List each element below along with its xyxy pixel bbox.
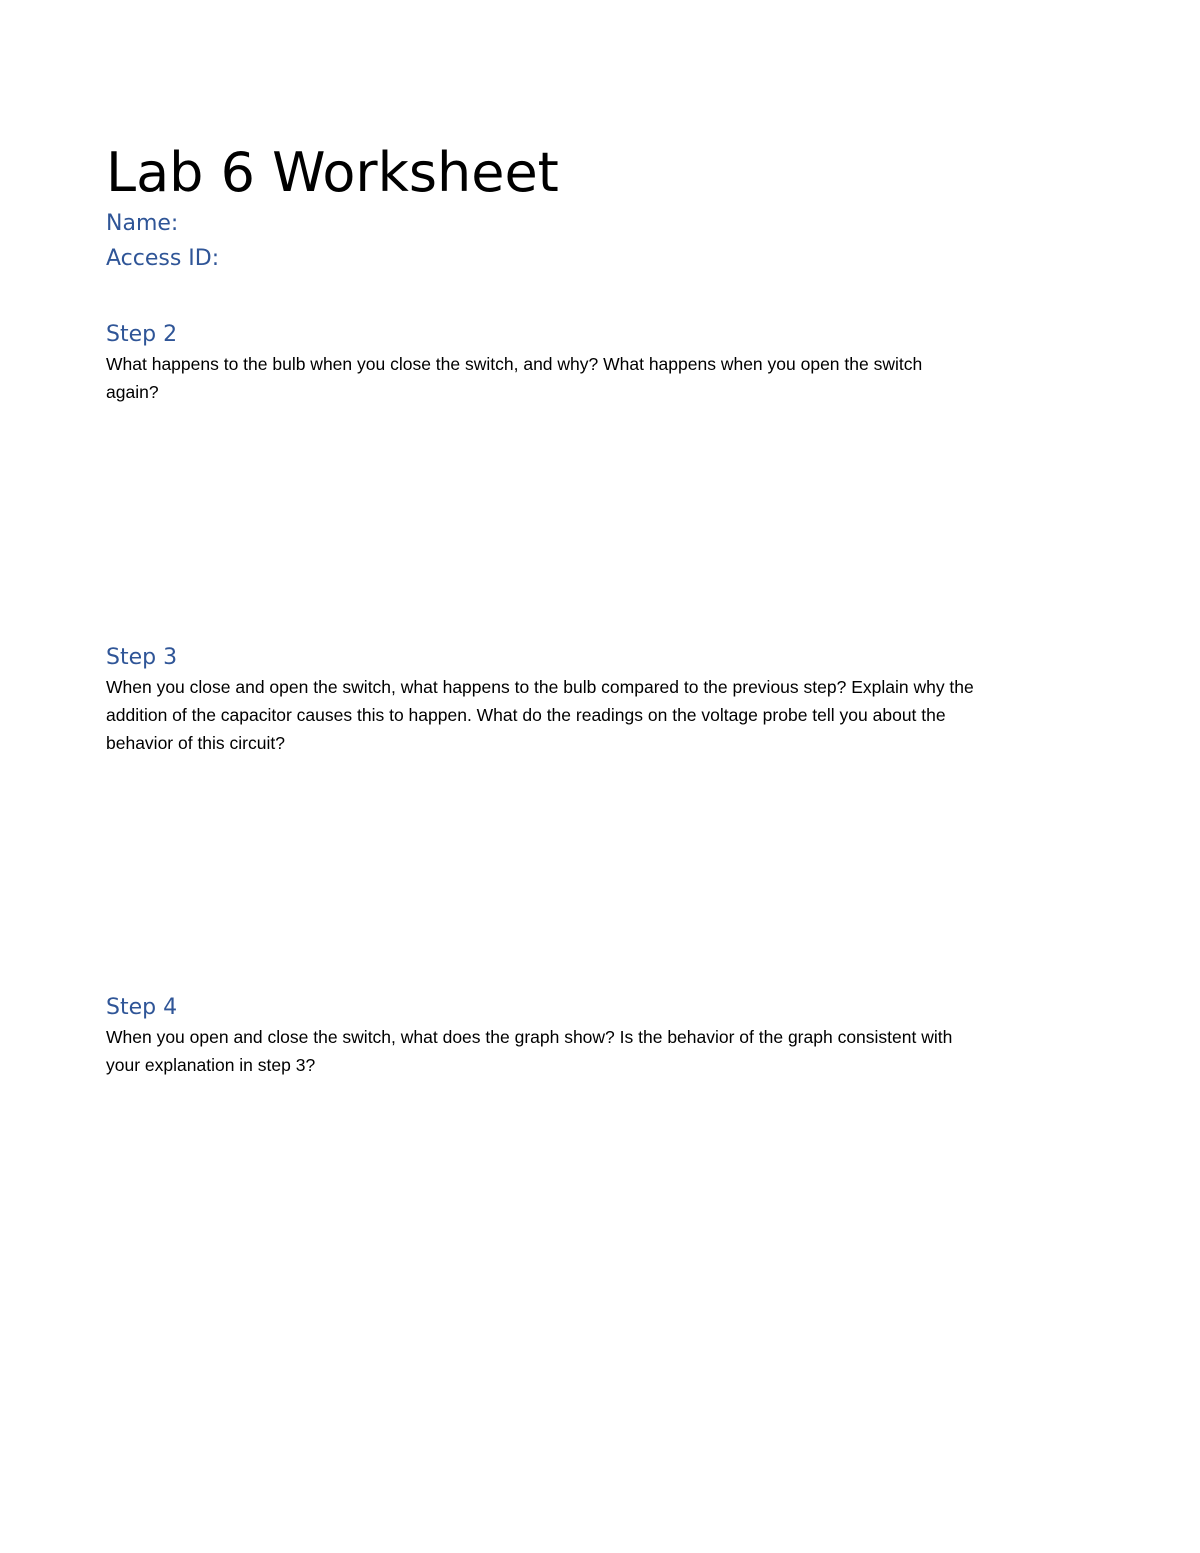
page-title: Lab 6 Worksheet [106, 141, 559, 204]
step-3-question-line: addition of the capacitor causes this to happen. What do the readings on the voltage probe tell you about the [106, 705, 946, 725]
step-2-question-line: again? [106, 382, 159, 402]
step-2-question-line: What happens to the bulb when you close the switch, and why? What happens when you open the switch [106, 354, 923, 374]
step-2-section [106, 320, 1106, 406]
step-4-heading: Step 4 [106, 995, 178, 1020]
step-4-question-line: your explanation in step 3? [106, 1055, 316, 1075]
step-3-question-line: behavior of this circuit? [106, 733, 285, 753]
step-2-heading: Step 2 [106, 322, 178, 347]
step-3-heading: Step 3 [106, 645, 178, 670]
access-id-field-label: Access ID: [106, 246, 220, 271]
name-field-label: Name: [106, 211, 179, 236]
step-3-question-line: When you close and open the switch, what happens to the bulb compared to the previous step? Explain why the [106, 677, 974, 697]
step-4-section [106, 993, 1106, 1079]
step-4-question-line: When you open and close the switch, what does the graph show? Is the behavior of the graph consistent with [106, 1027, 953, 1047]
step-3-section [106, 643, 1106, 757]
